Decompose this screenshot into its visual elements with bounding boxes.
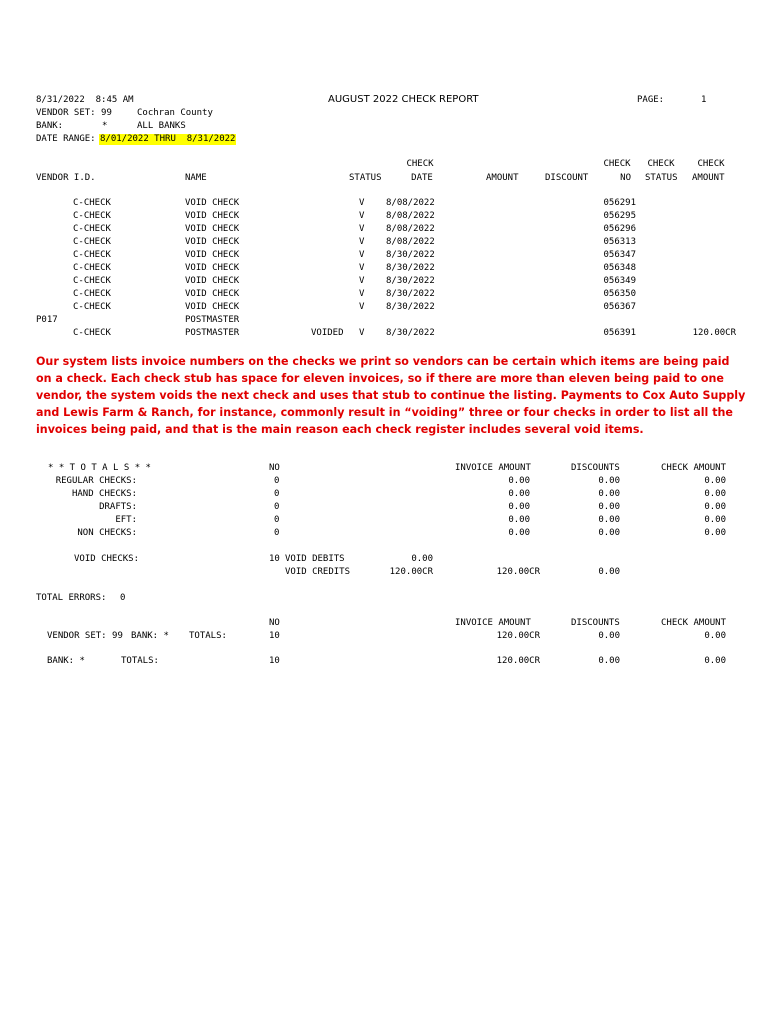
col-check-amount: AMOUNT	[692, 173, 725, 183]
col-check-status-top: CHECK	[647, 159, 675, 169]
row-vendor: C-CHECK	[73, 211, 111, 221]
row-date: 8/08/2022	[386, 224, 435, 234]
totals-line-check: 0.00	[704, 476, 726, 486]
totals-invoice-header: INVOICE AMOUNT	[455, 463, 531, 473]
totals-discounts-header: DISCOUNTS	[571, 463, 620, 473]
row-date: 8/30/2022	[386, 302, 435, 312]
void-credits-value: 120.00CR	[389, 567, 433, 577]
col-status: STATUS	[349, 173, 382, 183]
row-name: VOID CHECK	[185, 263, 240, 273]
col-discount: DISCOUNT	[545, 173, 589, 183]
row-date: 8/08/2022	[386, 198, 435, 208]
summary-vs-check: 0.00	[704, 631, 726, 641]
totals-line-invoice: 0.00	[508, 476, 530, 486]
row-date: 8/30/2022	[386, 328, 435, 338]
totals-line-check: 0.00	[704, 502, 726, 512]
void-credits-discounts: 0.00	[598, 567, 620, 577]
void-debits-value: 0.00	[411, 554, 433, 564]
row-vendor: C-CHECK	[73, 289, 111, 299]
summary-bank-no: 10	[269, 656, 280, 666]
bank-value: *	[102, 121, 108, 131]
row-vendor: C-CHECK	[73, 263, 111, 273]
row-name: VOID CHECK	[185, 250, 240, 260]
summary-bank-totals-label: TOTALS:	[121, 656, 159, 666]
summary-vendor-set-label: VENDOR SET: 99	[47, 631, 123, 641]
row-name: VOID CHECK	[185, 276, 240, 286]
row-status: V	[359, 289, 365, 299]
totals-line-invoice: 0.00	[508, 528, 530, 538]
page-number: 1	[701, 95, 707, 105]
row-date: 8/08/2022	[386, 237, 435, 247]
row-name: VOID CHECK	[185, 224, 240, 234]
totals-line-invoice: 0.00	[508, 515, 530, 525]
row-check-no: 056347	[603, 250, 636, 260]
summary-totals-label: TOTALS:	[189, 631, 227, 641]
col-check-no-top: CHECK	[603, 159, 631, 169]
void-checks-no: 10	[269, 554, 280, 564]
totals-line-label: EFT:	[115, 515, 137, 525]
row-date: 8/30/2022	[386, 263, 435, 273]
row-check-no: 056367	[603, 302, 636, 312]
totals-line-no: 0	[274, 515, 280, 525]
date-range-label: DATE RANGE:	[36, 134, 96, 144]
summary-bank-label: BANK: *	[131, 631, 169, 641]
total-errors-value: 0	[120, 593, 126, 603]
void-credits-label: VOID CREDITS	[285, 567, 351, 577]
row-vendor: C-CHECK	[73, 237, 111, 247]
totals-no-header: NO	[269, 463, 280, 473]
row-check-no: 056296	[603, 224, 636, 234]
row-check-no: 056295	[603, 211, 636, 221]
summary-vs-no: 10	[269, 631, 280, 641]
row-date: 8/30/2022	[386, 289, 435, 299]
row-name: VOID CHECK	[185, 198, 240, 208]
void-debits-label: VOID DEBITS	[285, 554, 345, 564]
row-voided: VOIDED	[311, 328, 344, 338]
totals-line-label: REGULAR CHECKS:	[55, 476, 137, 486]
summary-bank-discounts: 0.00	[598, 656, 620, 666]
row-name: POSTMASTER	[185, 315, 240, 325]
row-status: V	[359, 237, 365, 247]
void-explanation-note: Our system lists invoice numbers on the checks we print so vendors can be certain which items are being paid on a check. Each check stub has space for eleven invoices, so if there are more than eleven being paid to one vendor, the system voids the next check and uses that stub to continue the listing. Payments to Cox Auto Supply and Lewis Farm & Ranch, for instance, commonly result in “voiding” three or four checks in order to list all the invoices being paid, and that is the main reason each check register includes several void items.	[36, 355, 746, 436]
row-name: VOID CHECK	[185, 289, 240, 299]
row-date: 8/30/2022	[386, 250, 435, 260]
row-check-no: 056291	[603, 198, 636, 208]
totals-line-label: DRAFTS:	[99, 502, 137, 512]
totals-line-invoice: 0.00	[508, 489, 530, 499]
summary-bank-check: 0.00	[704, 656, 726, 666]
page-label: PAGE:	[637, 95, 665, 105]
all-banks: ALL BANKS	[137, 121, 186, 131]
totals-line-no: 0	[274, 502, 280, 512]
totals-line-label: HAND CHECKS:	[71, 489, 137, 499]
col-name: NAME	[185, 173, 207, 183]
bank-label: BANK:	[36, 121, 64, 131]
total-errors-label: TOTAL ERRORS:	[36, 593, 107, 603]
summary-invoice-header: INVOICE AMOUNT	[455, 618, 531, 628]
totals-line-discounts: 0.00	[598, 515, 620, 525]
row-vendor: C-CHECK	[73, 302, 111, 312]
row-check-no: 056391	[603, 328, 636, 338]
county-name: Cochran County	[137, 108, 213, 118]
row-vendor: C-CHECK	[73, 250, 111, 260]
totals-line-label: NON CHECKS:	[77, 528, 137, 538]
totals-line-check: 0.00	[704, 528, 726, 538]
totals-check-amount-header: CHECK AMOUNT	[661, 463, 727, 473]
summary-vs-discounts: 0.00	[598, 631, 620, 641]
totals-line-discounts: 0.00	[598, 489, 620, 499]
void-checks-label: VOID CHECKS:	[74, 554, 140, 564]
summary-check-amount-header: CHECK AMOUNT	[661, 618, 727, 628]
row-check-no: 056313	[603, 237, 636, 247]
totals-line-discounts: 0.00	[598, 528, 620, 538]
summary-vs-invoice: 120.00CR	[496, 631, 540, 641]
totals-line-invoice: 0.00	[508, 502, 530, 512]
totals-line-discounts: 0.00	[598, 476, 620, 486]
report-datetime: 8/31/2022 8:45 AM	[36, 95, 134, 105]
row-check-amount: 120.00CR	[692, 328, 736, 338]
totals-line-discounts: 0.00	[598, 502, 620, 512]
col-vendor-id: VENDOR I.D.	[36, 173, 96, 183]
totals-line-no: 0	[274, 489, 280, 499]
row-status: V	[359, 211, 365, 221]
row-status: V	[359, 198, 365, 208]
col-check-amount-top: CHECK	[697, 159, 725, 169]
row-status: V	[359, 250, 365, 260]
col-amount: AMOUNT	[486, 173, 519, 183]
col-check-date-top: CHECK	[406, 159, 434, 169]
vendor-set-label: VENDOR SET: 99	[36, 108, 112, 118]
row-check-no: 056350	[603, 289, 636, 299]
summary-discounts-header: DISCOUNTS	[571, 618, 620, 628]
col-date: DATE	[411, 173, 433, 183]
col-check-no: NO	[620, 173, 631, 183]
row-vendor: C-CHECK	[73, 224, 111, 234]
row-name: VOID CHECK	[185, 302, 240, 312]
row-vendor: C-CHECK	[73, 328, 111, 338]
summary-bank-line-label: BANK: *	[47, 656, 85, 666]
totals-line-check: 0.00	[704, 515, 726, 525]
summary-no-header: NO	[269, 618, 280, 628]
totals-line-no: 0	[274, 476, 280, 486]
row-check-no: 056348	[603, 263, 636, 273]
row-date: 8/30/2022	[386, 276, 435, 286]
row-vendor: P017	[36, 315, 58, 325]
row-name: POSTMASTER	[185, 328, 240, 338]
row-name: VOID CHECK	[185, 211, 240, 221]
void-credits-invoice: 120.00CR	[496, 567, 540, 577]
row-date: 8/08/2022	[386, 211, 435, 221]
totals-line-check: 0.00	[704, 489, 726, 499]
row-vendor: C-CHECK	[73, 276, 111, 286]
totals-line-no: 0	[274, 528, 280, 538]
row-name: VOID CHECK	[185, 237, 240, 247]
row-status: V	[359, 328, 365, 338]
summary-bank-invoice: 120.00CR	[496, 656, 540, 666]
row-status: V	[359, 224, 365, 234]
row-check-no: 056349	[603, 276, 636, 286]
row-status: V	[359, 263, 365, 273]
row-status: V	[359, 276, 365, 286]
report-title: AUGUST 2022 CHECK REPORT	[328, 94, 479, 105]
row-vendor: C-CHECK	[73, 198, 111, 208]
date-range-value: 8/01/2022 THRU 8/31/2022	[100, 134, 236, 144]
col-check-status: STATUS	[645, 173, 678, 183]
row-status: V	[359, 302, 365, 312]
totals-heading: * * T O T A L S * *	[48, 463, 151, 473]
